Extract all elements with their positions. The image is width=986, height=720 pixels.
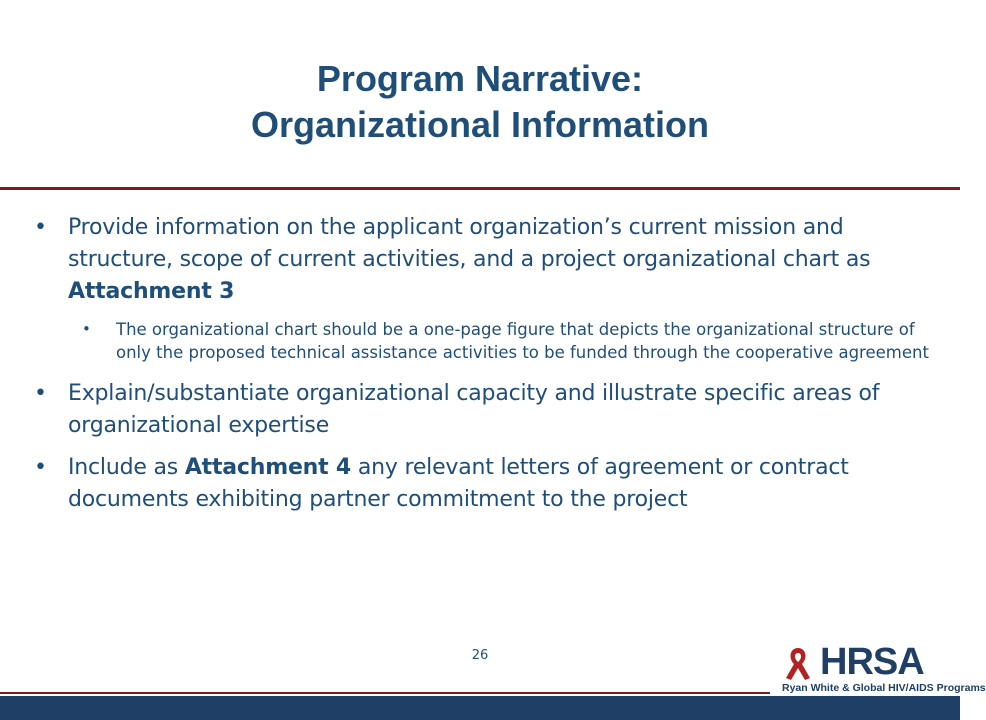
slide-body <box>34 212 944 526</box>
bullet-text: Include as <box>68 455 185 480</box>
sub-bullet-org-chart <box>34 318 944 364</box>
hrsa-logo <box>778 641 986 696</box>
page-number: 26 <box>471 648 489 663</box>
bullet-text: Provide information on the applicant organization’s current mission and structure, scope of current activities, and a project organizational chart as <box>68 215 871 272</box>
bullet-attachment-4 <box>34 452 944 516</box>
sub-bullet-text: The organizational chart should be a one-page figure that depicts the organizational structure of only the proposed technical assistance activities to be funded through the cooperative agreement <box>116 320 929 362</box>
sub-bullet-icon: • <box>82 320 91 338</box>
bullet-text-end: any relevant letters of agreement or contract documents exhibiting partner commitment to the project <box>68 455 849 512</box>
bullet-bold-text: Attachment 4 <box>184 455 352 480</box>
footer-divider <box>0 692 770 694</box>
bullet-bold-text: Attachment 3 <box>68 279 235 304</box>
bullet-icon: • <box>34 215 47 240</box>
bullet-icon: • <box>34 381 47 406</box>
red-ribbon-icon <box>778 644 818 682</box>
title-line-2: Organizational Information <box>250 104 709 145</box>
bullet-icon: • <box>34 455 47 480</box>
logo-tagline: Ryan White & Global HIV/AIDS Programs <box>782 682 986 694</box>
slide-title <box>0 56 960 148</box>
bullet-attachment-3 <box>34 212 944 308</box>
bullet-capacity <box>34 378 944 442</box>
footer-bar <box>0 696 960 720</box>
bullet-text: Explain/substantiate organizational capacity and illustrate specific areas of organizational expertise <box>68 381 880 438</box>
logo-wordmark: HRSA <box>820 641 924 683</box>
title-divider <box>0 187 960 190</box>
title-line-1: Program Narrative: <box>316 58 644 99</box>
